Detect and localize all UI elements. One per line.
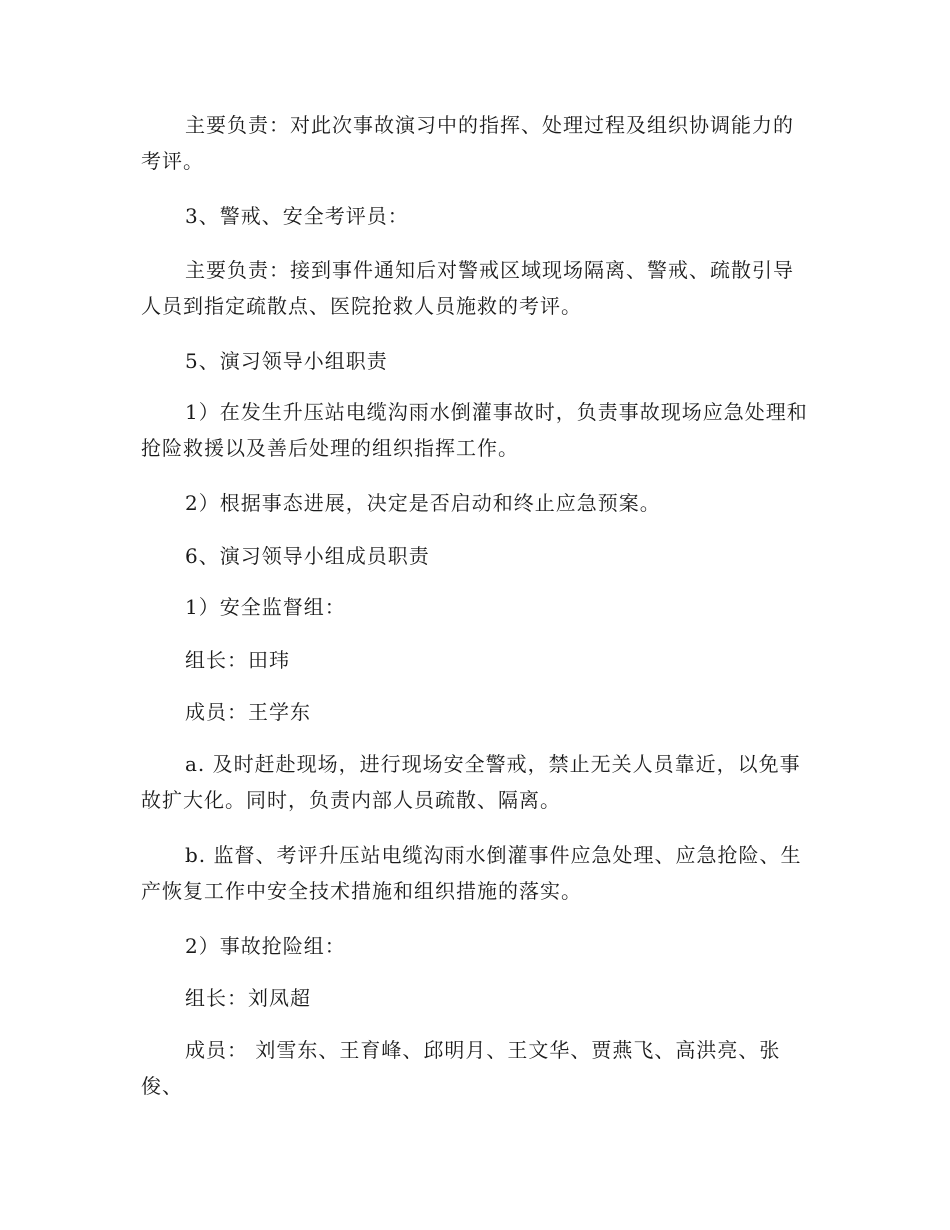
paragraph-duty-2: 2）根据事态进展，决定是否启动和终止应急预案。 xyxy=(185,491,661,515)
rescue-group-members: 成员： 刘雪东、王育峰、邱明月、王文华、贾燕飞、高洪亮、张俊、 xyxy=(141,1038,781,1098)
heading-alert-safety-evaluator: 3、警戒、安全考评员： xyxy=(185,204,409,228)
paragraph-safety-task-b: b. 监督、考评升压站电缆沟雨水倒灌事件应急处理、应急抢险、生产恢复工作中安全技术措施和组织措施的落实。 xyxy=(141,843,802,903)
safety-group-members: 成员：王学东 xyxy=(185,700,311,724)
heading-safety-supervision-group: 1）安全监督组： xyxy=(185,595,346,619)
safety-group-leader: 组长：田玮 xyxy=(185,648,290,672)
paragraph-safety-task-a: a. 及时赶赴现场，进行现场安全警戒，禁止无关人员靠近，以免事故扩大化。同时，负责内部人员疏散、隔离。 xyxy=(141,752,801,812)
heading-rescue-group: 2）事故抢险组： xyxy=(185,934,346,958)
heading-leadership-duties: 5、演习领导小组职责 xyxy=(185,349,388,373)
paragraph-duty-1: 1）在发生升压站电缆沟雨水倒灌事故时，负责事故现场应急处理和抢险救援以及善后处理的组织指挥工作。 xyxy=(141,400,808,460)
paragraph-responsibility-commander: 主要负责：对此次事故演习中的指挥、处理过程及组织协调能力的考评。 xyxy=(141,113,794,173)
rescue-group-leader: 组长：刘凤超 xyxy=(185,986,311,1010)
heading-member-duties: 6、演习领导小组成员职责 xyxy=(185,544,430,568)
paragraph-responsibility-alert: 主要负责：接到事件通知后对警戒区域现场隔离、警戒、疏散引导人员到指定疏散点、医院抢救人员施救的考评。 xyxy=(141,258,794,318)
